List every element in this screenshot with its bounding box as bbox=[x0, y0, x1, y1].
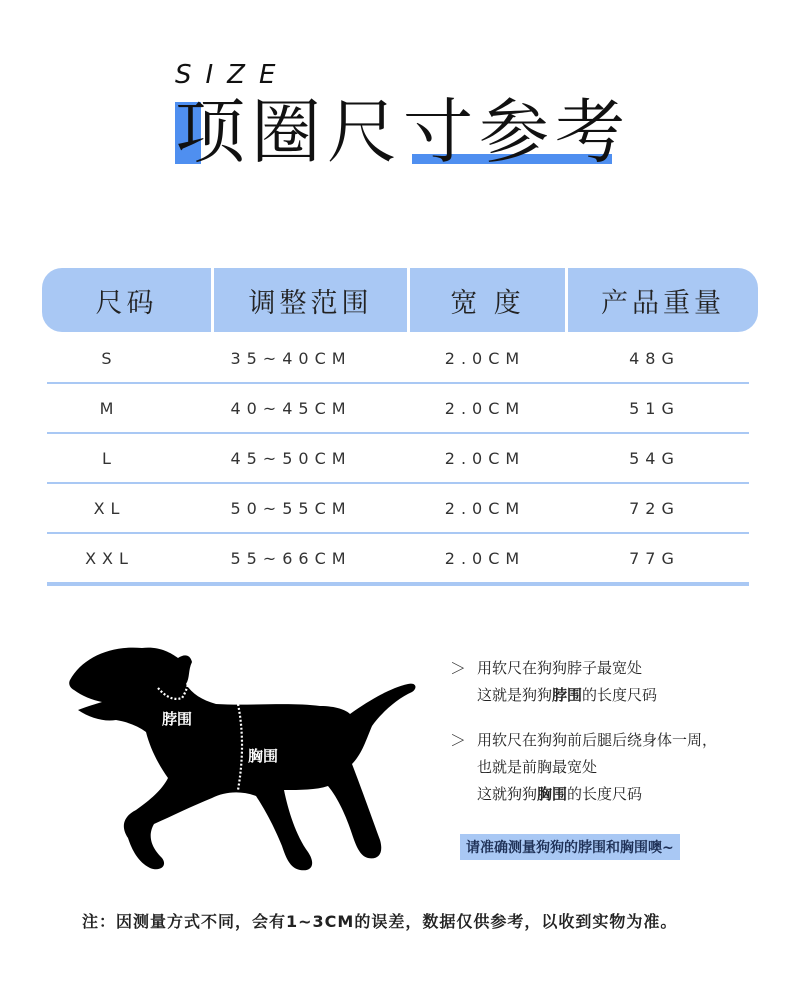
cell-size: XXL bbox=[85, 548, 134, 568]
instruction-text-part: 的长度尺码 bbox=[567, 785, 643, 803]
title-block bbox=[175, 91, 631, 173]
instruction-text-part: 这就是狗狗 bbox=[477, 686, 553, 704]
dog-silhouette-icon bbox=[62, 640, 422, 880]
table-row bbox=[47, 534, 749, 586]
cell-weight: 72G bbox=[629, 498, 680, 518]
cell-range: 35~40CM bbox=[230, 348, 352, 368]
instruction-text bbox=[477, 781, 770, 808]
chevron-right-icon: ＞ bbox=[450, 659, 467, 678]
instruction-bold: 脖围 bbox=[552, 686, 583, 704]
table-row bbox=[47, 384, 749, 434]
instruction-text: 用软尺在狗狗前后腿后绕身体一周， bbox=[477, 731, 718, 749]
cell-weight: 54G bbox=[629, 448, 680, 468]
disclaimer-note: 注：因测量方式不同，会有1~3CM的误差，数据仅供参考，以收到实物为准。 bbox=[82, 912, 678, 931]
cell-size: XL bbox=[93, 498, 126, 518]
size-label: SIZE bbox=[175, 60, 290, 90]
cell-range: 55~66CM bbox=[230, 548, 352, 568]
cell-width: 2.0CM bbox=[444, 498, 526, 518]
table-row bbox=[47, 334, 749, 384]
column-header-size: 尺码 bbox=[42, 268, 214, 332]
column-header-weight: 产品重量 bbox=[601, 287, 725, 319]
instruction-bold: 胸围 bbox=[537, 785, 568, 803]
cell-weight: 48G bbox=[629, 348, 680, 368]
table-row bbox=[47, 484, 749, 534]
instruction-text bbox=[477, 682, 770, 709]
size-table-header bbox=[42, 268, 758, 332]
cell-size: M bbox=[99, 398, 120, 418]
cell-width: 2.0CM bbox=[444, 348, 526, 368]
cell-range: 50~55CM bbox=[230, 498, 352, 518]
instruction-chest bbox=[450, 727, 770, 808]
page-title: 项圈尺寸参考 bbox=[175, 91, 631, 173]
instruction-text: 用软尺在狗狗脖子最宽处 bbox=[477, 659, 643, 677]
column-header-width: 宽 度 bbox=[410, 268, 568, 332]
cell-range: 40~45CM bbox=[230, 398, 352, 418]
size-table-body bbox=[47, 334, 749, 586]
cell-weight: 51G bbox=[629, 398, 680, 418]
instruction-text: 也就是前胸最宽处 bbox=[477, 758, 598, 776]
cell-range: 45~50CM bbox=[230, 448, 352, 468]
cell-size: S bbox=[101, 348, 118, 368]
instruction-text-part: 这就狗狗 bbox=[477, 785, 538, 803]
cell-size: L bbox=[102, 448, 117, 468]
chevron-right-icon: ＞ bbox=[450, 731, 467, 750]
table-row bbox=[47, 434, 749, 484]
instruction-text-part: 的长度尺码 bbox=[582, 686, 658, 704]
measure-tip-badge: 请准确测量狗狗的脖围和胸围噢~ bbox=[460, 834, 680, 860]
column-header-range: 调整范围 bbox=[214, 268, 410, 332]
cell-weight: 77G bbox=[629, 548, 680, 568]
chest-label: 胸围 bbox=[248, 747, 279, 765]
cell-width: 2.0CM bbox=[444, 448, 526, 468]
cell-width: 2.0CM bbox=[444, 398, 526, 418]
measurement-instructions bbox=[450, 655, 770, 826]
cell-width: 2.0CM bbox=[444, 548, 526, 568]
neck-label: 脖围 bbox=[162, 710, 193, 728]
instruction-neck bbox=[450, 655, 770, 709]
